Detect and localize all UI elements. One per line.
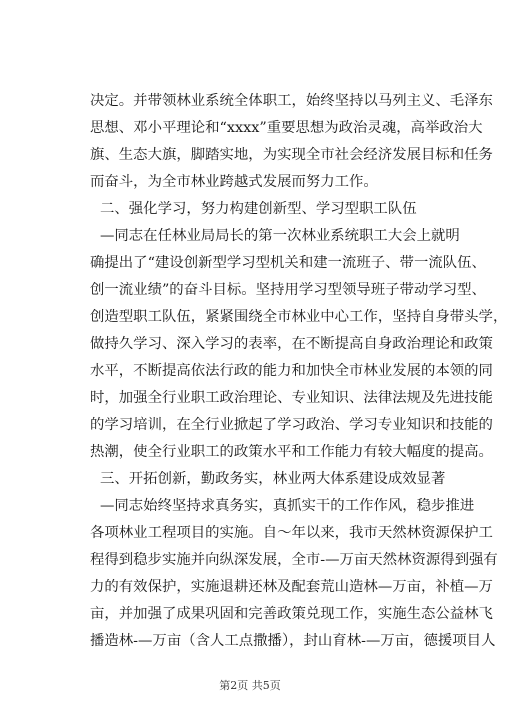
paragraph-line: 思想、邓小平理论和“xxxx”重要思想为政治灵魂，高举政治大 [90,120,483,136]
section-heading-2: 二、强化学习，努力构建创新型、学习型职工队伍 [100,201,417,217]
paragraph-line: 各项林业工程项目的实施。自～年以来，我市天然林资源保护工 [90,525,493,541]
page-number-footer: 第2页 共5页 [219,679,281,692]
paragraph-line: 创造型职工队伍，紧紧围绕全市林业中心工作，坚持自身带头学， [90,309,507,325]
paragraph-line: 播造林-—万亩（含人工点撒播），封山育林-—万亩，德援项目人 [90,633,496,649]
paragraph-line: 的学习培训，在全行业掀起了学习政治、学习专业知识和技能的 [90,417,493,433]
paragraph-line: 程得到稳步实施并向纵深发展，全市-—万亩天然林资源得到强有 [90,552,498,568]
paragraph-line: 决定。并带领林业系统全体职工，始终坚持以马列主义、毛泽东 [90,93,493,109]
paragraph-line: 水平，不断提高依法行政的能力和加快全市林业发展的本领的同 [90,363,493,379]
paragraph-line: 创一流业绩”的奋斗目标。坚持用学习型领导班子带动学习型、 [90,282,486,298]
paragraph-line: 确提出了“建设创新型学习型机关和建一流班子、带一流队伍、 [90,255,486,271]
paragraph-line: —同志在任林业局局长的第一次林业系统职工大会上就明 [100,228,460,244]
paragraph-line: 亩，并加强了成果巩固和完善政策兑现工作，实施生态公益林飞 [90,606,493,622]
paragraph-line: 时，加强全行业职工政治理论、专业知识、法律法规及先进技能 [90,390,493,406]
section-heading-3: 三、开拓创新，勤政务实，林业两大体系建设成效显著 [100,471,446,487]
paragraph-line: 做持久学习、深入学习的表率，在不断提高自身政治理论和政策 [90,336,493,352]
paragraph-line: 热潮，使全行业职工的政策水平和工作能力有较大幅度的提高。 [90,444,493,460]
paragraph-line: —同志始终坚持求真务实，真抓实干的工作作风，稳步推进 [100,498,475,514]
paragraph-line: 而奋斗，为全市林业跨越式发展而努力工作。 [90,174,378,190]
paragraph-line: 力的有效保护，实施退耕还林及配套荒山造林—万亩，补植—万 [90,579,493,595]
paragraph-line: 旗、生态大旗，脚踏实地，为实现全市社会经济发展目标和任务 [90,147,493,163]
document-body [90,88,507,655]
